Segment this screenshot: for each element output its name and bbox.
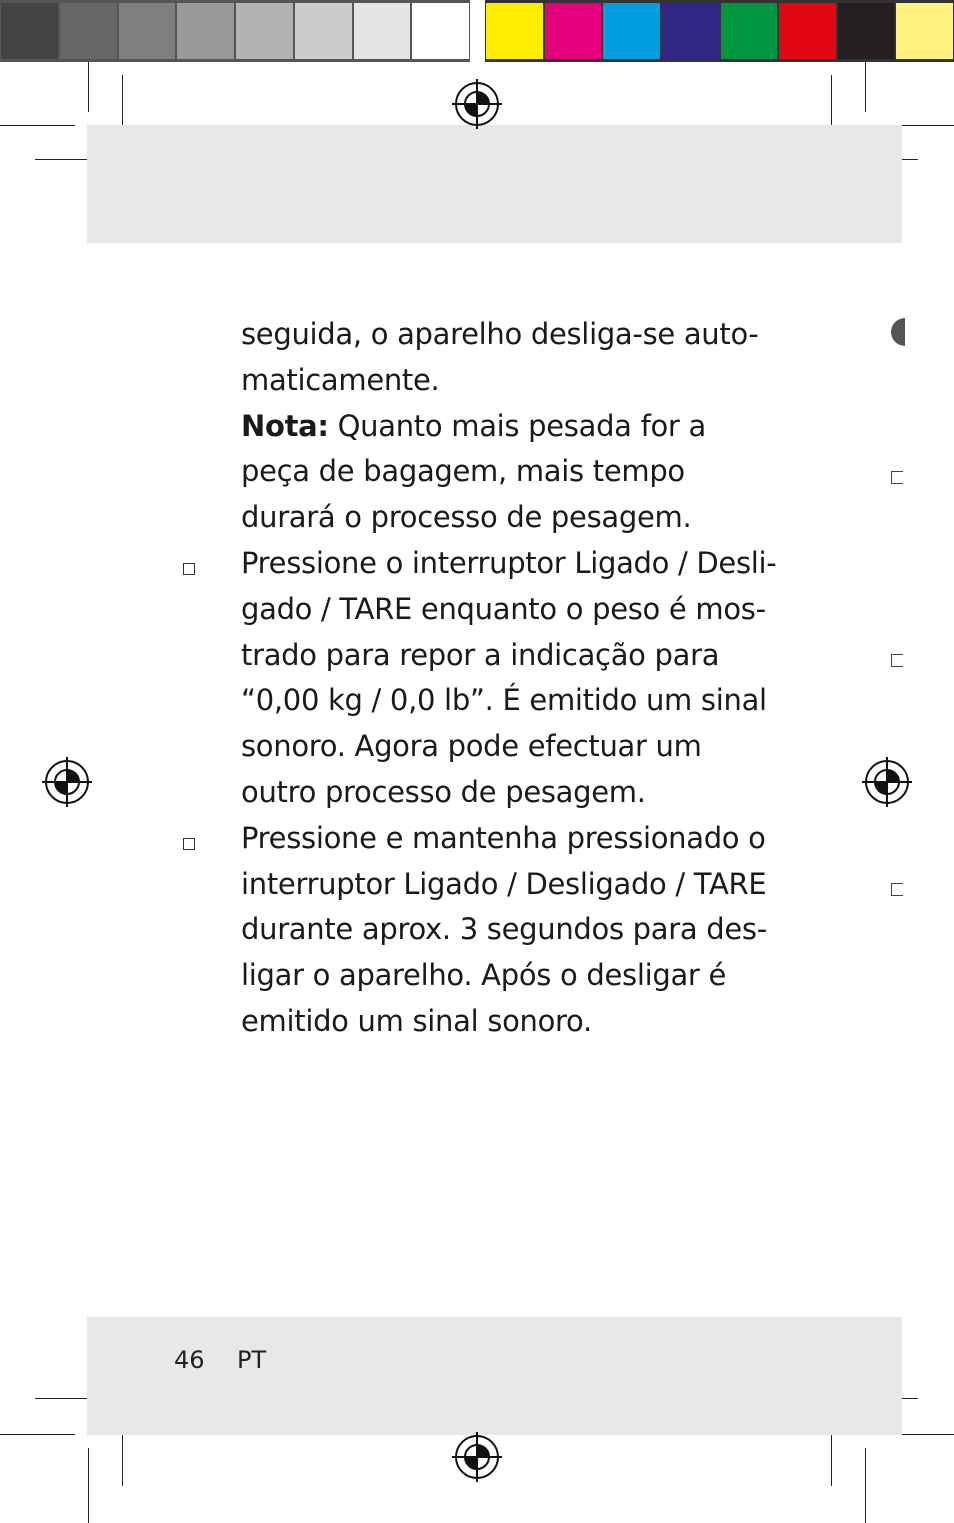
color-swatch (603, 3, 660, 59)
registration-mark-icon (452, 79, 502, 129)
color-swatch (60, 3, 117, 59)
color-swatch (721, 3, 778, 59)
color-swatch (295, 3, 352, 59)
color-swatch (662, 3, 719, 59)
text-line: outro processo de pesagem. (241, 774, 646, 809)
text-line: “0,00 kg / 0,0 lb”. É emitido um sinal (241, 683, 767, 718)
crop-mark (88, 62, 89, 112)
text-line: Pressione o interruptor Ligado / Desli- (241, 545, 777, 580)
note-text: Quanto mais pesada for a (328, 408, 706, 443)
color-swatch (236, 3, 293, 59)
language-code: PT (237, 1346, 267, 1374)
text-line: durante aprox. 3 segundos para des- (241, 912, 767, 947)
text-line: emitido um sinal sonoro. (241, 1003, 592, 1038)
color-swatch (412, 3, 469, 59)
bleed-bullet-icon (891, 471, 903, 484)
color-swatch (119, 3, 176, 59)
note-label: Nota: (241, 408, 329, 443)
process-color-bar (485, 0, 954, 62)
page-number: 46 (174, 1346, 205, 1374)
bullet-checkbox-icon (183, 838, 195, 850)
registration-mark-icon (862, 757, 912, 807)
crop-mark (865, 62, 866, 112)
note-line (241, 404, 781, 450)
bleed-circle-icon (891, 318, 905, 346)
crop-mark (865, 1448, 866, 1523)
text-line: peça de bagagem, mais tempo (241, 454, 685, 489)
text-line: trado para repor a indicação para (241, 637, 720, 672)
color-swatch (177, 3, 234, 59)
bullet-checkbox-icon (183, 563, 195, 575)
text-line: sonoro. Agora pode efectuar um (241, 729, 702, 764)
color-swatch (486, 3, 543, 59)
color-swatch (779, 3, 836, 59)
color-swatch (1, 3, 58, 59)
header-band (87, 125, 902, 243)
text-line: gado / TARE enquanto o peso é mos- (241, 591, 766, 626)
registration-mark-icon (42, 757, 92, 807)
bleed-bullet-icon (891, 654, 903, 667)
body-text (241, 312, 781, 1045)
color-swatch (896, 3, 953, 59)
gray-color-bar (0, 0, 470, 62)
text-line: ligar o aparelho. Após o desligar é (241, 958, 726, 993)
text-line: durará o processo de pesagem. (241, 500, 692, 535)
bleed-bullet-icon (891, 883, 903, 896)
text-line: interruptor Ligado / Desligado / TARE (241, 866, 767, 901)
color-swatch (545, 3, 602, 59)
text-line: maticamente. (241, 362, 440, 397)
crop-mark (88, 1448, 89, 1523)
text-line: Pressione e mantenha pressionado o (241, 820, 766, 855)
footer-band (87, 1317, 902, 1435)
text-line: seguida, o aparelho desliga-se auto- (241, 317, 759, 351)
color-swatch (354, 3, 411, 59)
registration-mark-icon (452, 1432, 502, 1482)
color-swatch (838, 3, 895, 59)
crop-mark (0, 125, 75, 126)
crop-mark (0, 1434, 75, 1435)
